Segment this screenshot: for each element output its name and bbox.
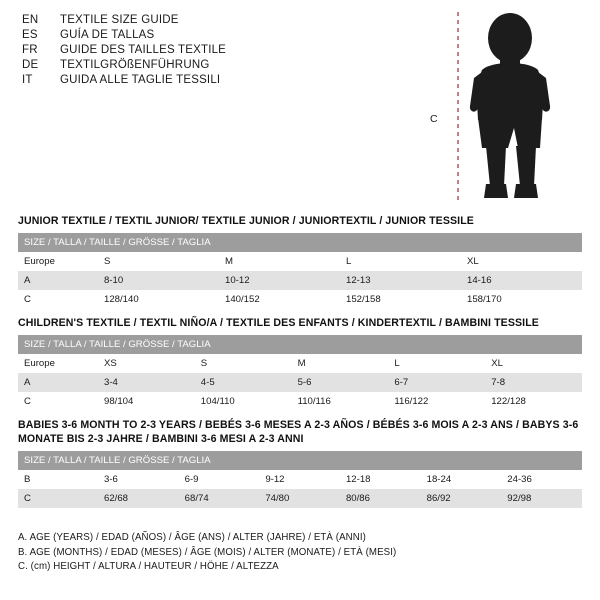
- children-size-table: [18, 335, 582, 411]
- cell: 86/92: [421, 489, 502, 508]
- language-title: GUIDE DES TAILLES TEXTILE: [60, 44, 227, 56]
- table-header-row: [18, 335, 582, 354]
- language-title: TEXTILE SIZE GUIDE: [60, 14, 179, 26]
- cell: 12-13: [340, 271, 461, 290]
- row-label: B: [18, 470, 98, 489]
- cell: 3-4: [98, 373, 195, 392]
- cell: L: [340, 252, 461, 271]
- table-header-row: [18, 233, 582, 252]
- section-title: BABIES 3-6 MONTH TO 2-3 YEARS / BEBÉS 3-6 MESES A 2-3 AÑOS / BÉBÉS 3-6 MOIS A 2-3 ANS / BABYS 3-6 MONATE BIS 2-3 JAHRE / BAMBINI 3-6 MESI A 2-3 ANNI: [18, 419, 579, 445]
- junior-size-table: [18, 233, 582, 309]
- footnote-a: A. AGE (YEARS) / EDAD (AÑOS) / ÂGE (ANS) / ALTER (JAHRE) / ETÀ (ANNI): [18, 532, 366, 543]
- footnote-b: B. AGE (MONTHS) / EDAD (MESES) / ÂGE (MOIS) / ALTER (MONATE) / ETÀ (MESI): [18, 546, 397, 558]
- row-label: C: [18, 290, 98, 309]
- footnotes-block: [18, 531, 582, 575]
- row-label: C: [18, 392, 98, 411]
- cell: XL: [461, 252, 582, 271]
- cell: 116/122: [388, 392, 485, 411]
- cell: 140/152: [219, 290, 340, 309]
- cell: 8-10: [98, 271, 219, 290]
- cell: 9-12: [259, 470, 340, 489]
- cell: 18-24: [421, 470, 502, 489]
- cell: 80/86: [340, 489, 421, 508]
- table-row: [18, 489, 582, 508]
- cell: L: [388, 354, 485, 373]
- cell: XL: [485, 354, 582, 373]
- language-code: FR: [22, 44, 38, 56]
- table-header-label: SIZE / TALLA / TAILLE / GRÖSSE / TAGLIA: [18, 335, 582, 354]
- table-row: [18, 373, 582, 392]
- cell: S: [98, 252, 219, 271]
- row-label: Europe: [18, 354, 98, 373]
- table-row: [18, 470, 582, 489]
- toddler-silhouette-icon: [452, 8, 572, 208]
- cell: 3-6: [98, 470, 179, 489]
- cell: 104/110: [195, 392, 292, 411]
- table-row: [18, 392, 582, 411]
- language-title: GUÍA DE TALLAS: [60, 29, 155, 41]
- section-babies: [18, 418, 582, 508]
- cell: 12-18: [340, 470, 421, 489]
- language-row: [22, 74, 442, 86]
- row-label: A: [18, 373, 98, 392]
- cell: M: [219, 252, 340, 271]
- cell: S: [195, 354, 292, 373]
- cell: 98/104: [98, 392, 195, 411]
- section-junior: [18, 214, 582, 309]
- cell: 62/68: [98, 489, 179, 508]
- measure-label-c: C: [430, 113, 438, 125]
- table-header-label: SIZE / TALLA / TAILLE / GRÖSSE / TAGLIA: [18, 233, 582, 252]
- language-code: EN: [22, 14, 39, 26]
- row-label: C: [18, 489, 98, 508]
- table-row: [18, 354, 582, 373]
- language-row: [22, 59, 442, 71]
- table-header-label: SIZE / TALLA / TAILLE / GRÖSSE / TAGLIA: [18, 451, 582, 470]
- cell: M: [292, 354, 389, 373]
- language-row: [22, 44, 442, 56]
- cell: 128/140: [98, 290, 219, 309]
- language-title: TEXTILGRÖßENFÜHRUNG: [60, 59, 210, 71]
- cell: 6-9: [179, 470, 260, 489]
- cell: 110/116: [292, 392, 389, 411]
- language-row: [22, 14, 442, 26]
- cell: 6-7: [388, 373, 485, 392]
- cell: 158/170: [461, 290, 582, 309]
- section-children: [18, 316, 582, 411]
- language-code: IT: [22, 74, 33, 86]
- section-title: JUNIOR TEXTILE / TEXTIL JUNIOR/ TEXTILE JUNIOR / JUNIORTEXTIL / JUNIOR TESSILE: [18, 215, 474, 227]
- row-label: Europe: [18, 252, 98, 271]
- section-title: CHILDREN'S TEXTILE / TEXTIL NIÑO/A / TEXTILE DES ENFANTS / KINDERTEXTIL / BAMBINI TESSILE: [18, 317, 539, 329]
- babies-size-table: [18, 451, 582, 508]
- language-title-block: [22, 14, 442, 89]
- table-header-row: [18, 451, 582, 470]
- cell: 152/158: [340, 290, 461, 309]
- language-title: GUIDA ALLE TAGLIE TESSILI: [60, 74, 221, 86]
- cell: 24-36: [501, 470, 582, 489]
- cell: 5-6: [292, 373, 389, 392]
- cell: 68/74: [179, 489, 260, 508]
- measurement-figure: [430, 8, 580, 208]
- table-row: [18, 290, 582, 309]
- cell: 122/128: [485, 392, 582, 411]
- language-row: [22, 29, 442, 41]
- footnote-c: C. (cm) HEIGHT / ALTURA / HAUTEUR / HÖHE / ALTEZZA: [18, 561, 279, 572]
- language-code: ES: [22, 29, 38, 41]
- language-code: DE: [22, 59, 39, 71]
- table-row: [18, 252, 582, 271]
- cell: 14-16: [461, 271, 582, 290]
- cell: 92/98: [501, 489, 582, 508]
- cell: 10-12: [219, 271, 340, 290]
- cell: 7-8: [485, 373, 582, 392]
- cell: 74/80: [259, 489, 340, 508]
- cell: 4-5: [195, 373, 292, 392]
- table-row: [18, 271, 582, 290]
- row-label: A: [18, 271, 98, 290]
- cell: XS: [98, 354, 195, 373]
